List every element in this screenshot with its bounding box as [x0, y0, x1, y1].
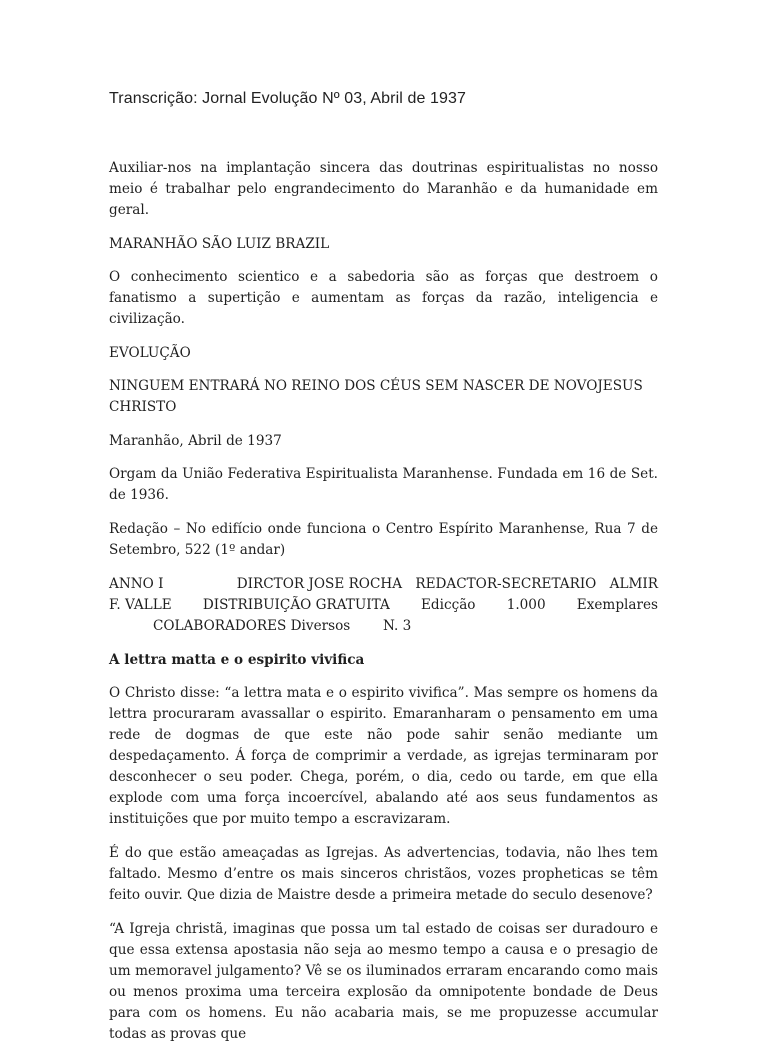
- masthead-cell: ALMIR: [609, 576, 658, 592]
- motto-text: NINGUEM ENTRARÁ NO REINO DOS CÉUS SEM NASCER DE NOVO: [109, 378, 598, 394]
- masthead-row: [109, 574, 658, 595]
- paragraph-date: Maranhão, Abril de 1937: [109, 433, 282, 449]
- masthead-cell: DISTRIBUIÇÃO GRATUITA: [202, 597, 390, 613]
- masthead-cell: 1.000: [506, 597, 546, 613]
- paragraph-redacao: Redação – No edifício onde funciona o Centro Espírito Maranhense, Rua 7 de Setembro, 522 (1º andar): [109, 521, 658, 558]
- paragraph-knowledge: O conhecimento scientico e a sabedoria são as forças que destroem o fanatismo a supertição e aumentam as forças da razão, inteligencia e civilização.: [109, 269, 658, 327]
- motto-author-first: JESUS: [597, 378, 643, 394]
- masthead-row: [109, 595, 658, 616]
- paragraph-intro: Auxiliar-nos na implantação sincera das doutrinas espiritualistas no nosso meio é trabalhar pelo engrandecimento do Maranhão e da humanidade em geral.: [109, 160, 658, 218]
- masthead-cell: Exemplares: [576, 597, 658, 613]
- masthead-cell: DIRCTOR JOSE ROCHA: [236, 576, 403, 592]
- section-heading: A lettra matta e o espirito vivifica: [109, 652, 365, 668]
- masthead-row: [109, 616, 658, 637]
- paragraph-evolucao: EVOLUÇÃO: [109, 345, 191, 361]
- masthead-cell: Edicção: [421, 597, 476, 613]
- paragraph-christ: O Christo disse: “a lettra mata e o espirito vivifica”. Mas sempre os homens da lettra procuraram avassallar o espirito. Emaranharam o pensamento em uma rede de dogmas de que este não pode sahir senão mediante um despedaçamento. Á força de comprimir a verdade, as igrejas terminaram por desconhecer o seu poder. Chega, porém, o dia, cedo ou tarde, em que ella explode com uma força incoercível, abalando até aos seus fundamentos as instituições que por muito tempo a escravizaram.: [109, 685, 658, 827]
- masthead-cell: F. VALLE: [109, 597, 172, 613]
- masthead-cell: ANNO I: [109, 576, 164, 592]
- paragraph-organ: Orgam da União Federativa Espiritualista Maranhense. Fundada em 16 de Set. de 1936.: [109, 466, 658, 503]
- paragraph-churches: É do que estão ameaçadas as Igrejas. As advertencias, todavia, não lhes tem faltado. Mesmo d’entre os mais sinceros christãos, vozes propheticas se têm feito ouvir. Que dizia de Maistre desde a primeira metade do seculo desenove?: [109, 845, 658, 903]
- masthead-cell: N. 3: [383, 618, 412, 634]
- document-body: [109, 158, 658, 1058]
- masthead-block: [109, 574, 658, 637]
- document-title: Transcrição: Jornal Evolução Nº 03, Abril de 1937: [109, 90, 467, 107]
- motto-block: [109, 376, 658, 418]
- masthead-cell: REDACTOR-SECRETARIO: [415, 576, 597, 592]
- motto-author-second: CHRISTO: [109, 399, 177, 415]
- paragraph-location: MARANHÃO SÃO LUIZ BRAZIL: [109, 236, 330, 252]
- masthead-cell: COLABORADORES Diversos: [153, 618, 351, 634]
- paragraph-quote: “A Igreja christã, imaginas que possa um tal estado de coisas ser duradouro e que essa extensa apostasia não seja ao mesmo tempo a causa e o presagio de um memoravel julgamento? Vê se os iluminados erraram encarando como mais ou menos proxima uma terceira explosão da omnipotente bondade de Deus para com os homens. Eu não acabaria mais, se me propuzesse accumular todas as provas que: [109, 921, 658, 1042]
